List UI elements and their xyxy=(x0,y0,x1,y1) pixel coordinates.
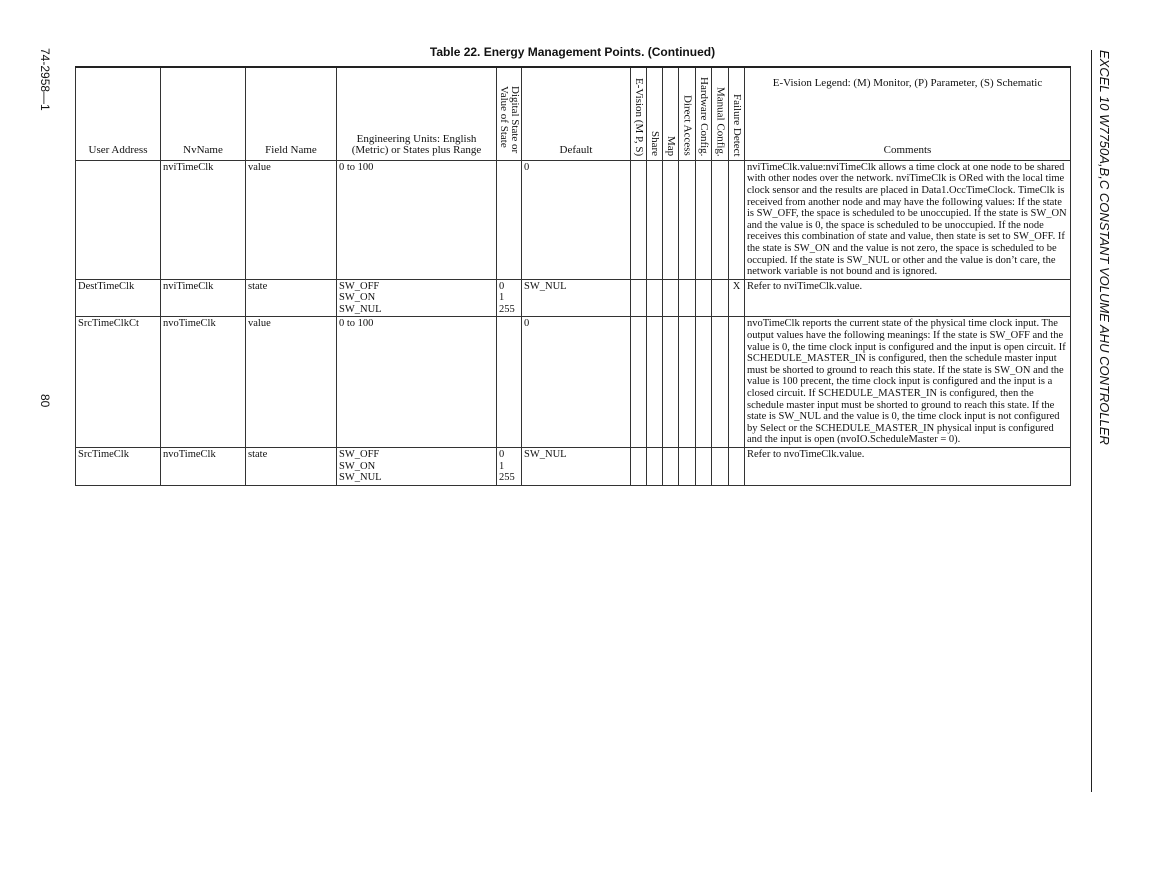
cell-map xyxy=(663,160,679,279)
table-title: Table 22. Energy Management Points. (Continued) xyxy=(429,45,716,59)
cell-share xyxy=(647,317,663,448)
cell-nv-name: nvoTimeClk xyxy=(161,448,246,486)
margin-rule xyxy=(1091,50,1092,792)
cell-comments: Refer to nvoTimeClk.value. xyxy=(745,448,1071,486)
header-hardware-config xyxy=(696,67,712,160)
document-number: 74-2958—1 xyxy=(38,48,52,111)
header-default: Default xyxy=(522,67,631,160)
comments-label: Comments xyxy=(883,144,932,157)
unit-value: SW_ON xyxy=(339,460,376,472)
cell-nv-name: nvoTimeClk xyxy=(161,317,246,448)
header-share-text: Share xyxy=(649,131,661,157)
table-row xyxy=(76,317,1071,448)
cell-manual-config xyxy=(712,279,729,317)
cell-failure-detect: X xyxy=(729,279,745,317)
header-direct-access xyxy=(679,67,696,160)
cell-share xyxy=(647,279,663,317)
evision-legend: E-Vision Legend: (M) Monitor, (P) Parameter, (S) Schematic xyxy=(772,77,1043,89)
header-digital-state xyxy=(497,67,522,160)
cell-nv-name: nviTimeClk xyxy=(161,279,246,317)
cell-hardware-config xyxy=(696,317,712,448)
cell-hardware-config xyxy=(696,448,712,486)
cell-direct-access xyxy=(679,279,696,317)
cell-default: 0 xyxy=(522,160,631,279)
cell-default: 0 xyxy=(522,317,631,448)
cell-failure-detect xyxy=(729,160,745,279)
unit-value: SW_NUL xyxy=(339,303,382,315)
header-manual-config-text: Manual Config. xyxy=(714,86,727,157)
cell-state xyxy=(497,448,522,486)
header-direct-access-text: Direct Access xyxy=(681,95,694,157)
header-hardware-config-text: Hardware Config. xyxy=(698,76,710,157)
state-value: 0 xyxy=(499,449,505,461)
cell-units: 0 to 100 xyxy=(337,317,497,448)
cell-field-name: value xyxy=(246,317,337,448)
cell-map xyxy=(663,279,679,317)
cell-failure-detect xyxy=(729,317,745,448)
table-row xyxy=(76,448,1071,486)
cell-failure-detect xyxy=(729,448,745,486)
header-digital-state-text: Digital State or Value of State xyxy=(498,86,521,154)
header-comments xyxy=(745,67,1071,160)
cell-hardware-config xyxy=(696,279,712,317)
header-map xyxy=(663,67,679,160)
header-evision xyxy=(631,67,647,160)
header-engineering-units: Engineering Units: English (Metric) or States plus Range xyxy=(337,67,497,160)
cell-units: 0 to 100 xyxy=(337,160,497,279)
state-value: 1 xyxy=(499,292,505,304)
header-failure-detect xyxy=(729,67,745,160)
cell-comments: Refer to nviTimeClk.value. xyxy=(745,279,1071,317)
cell-manual-config xyxy=(712,160,729,279)
cell-field-name: state xyxy=(246,448,337,486)
cell-comments: nvoTimeClk reports the current state of the physical time clock input. The output values have the following meanings: If the state is SW_OFF and the value is 0, the time clock input is configured and the input is open circuit. If SCHEDULE_MASTER_IN is configured, then the schedule master input must be shorted to ground to reach this state. If the state is SW_ON and the value is 100 precent, the time clock input is configured and the input is a closed circuit. If SCHEDULE_MASTER_IN is configured, then the schedule master input must be shorted to ground to reach this state. If the state is SW_NUL and the value is 0, the time clock input is not configured by Select or the SCHEDULE_MASTER_IN physical input is configured and the input is open (nvoIO.ScheduleMaster = 0). xyxy=(745,317,1071,448)
cell-user-address xyxy=(76,160,161,279)
cell-user-address: SrcTimeClk xyxy=(76,448,161,486)
cell-evision xyxy=(631,317,647,448)
cell-hardware-config xyxy=(696,160,712,279)
state-value: 255 xyxy=(499,303,515,315)
cell-state xyxy=(497,160,522,279)
cell-evision xyxy=(631,160,647,279)
unit-value: SW_OFF xyxy=(339,449,380,461)
cell-user-address: SrcTimeClkCt xyxy=(76,317,161,448)
header-failure-detect-text: Failure Detect xyxy=(731,93,743,157)
cell-share xyxy=(647,160,663,279)
cell-map xyxy=(663,448,679,486)
cell-manual-config xyxy=(712,317,729,448)
page-number: 80 xyxy=(38,394,52,408)
cell-map xyxy=(663,317,679,448)
cell-direct-access xyxy=(679,317,696,448)
cell-direct-access xyxy=(679,448,696,486)
energy-management-table xyxy=(75,66,1071,486)
unit-value: SW_OFF xyxy=(339,280,380,292)
cell-evision xyxy=(631,448,647,486)
cell-direct-access xyxy=(679,160,696,279)
header-nv-name: NvName xyxy=(161,67,246,160)
header-field-name: Field Name xyxy=(246,67,337,160)
table-row xyxy=(76,279,1071,317)
cell-comments: nviTimeClk.value:nviTimeClk allows a time clock at one node to be shared with other nodes over the network. nviTimeClk is ORed with the local time clock sensor and the results are placed in Data1.OccTimeClock. TimeClk is received from another node and may have the following values: If the state is SW_OFF, the space is scheduled to be unoccupied. If the state is SW_ON and the value is 0, the space is scheduled to be unoccupied. If the node receives this combination of state and value, then state is set to SW_OFF. If the state is SW_ON and the value is not zero, the space is scheduled to be occupied. If the state is SW_NUL or other and the value is don’t care, the network variable is not bound and is ignored. xyxy=(745,160,1071,279)
cell-manual-config xyxy=(712,448,729,486)
cell-default: SW_NUL xyxy=(522,448,631,486)
table-row xyxy=(76,160,1071,279)
running-title: EXCEL 10 W7750A,B,C CONSTANT VOLUME AHU CONTROLLER xyxy=(1097,50,1112,445)
cell-units xyxy=(337,448,497,486)
header-evision-text: E-Vision (M P, S) xyxy=(633,77,645,157)
cell-evision xyxy=(631,279,647,317)
cell-share xyxy=(647,448,663,486)
cell-user-address: DestTimeClk xyxy=(76,279,161,317)
cell-units xyxy=(337,279,497,317)
header-user-address: User Address xyxy=(76,67,161,160)
cell-state xyxy=(497,279,522,317)
table-header-row xyxy=(76,67,1071,160)
state-value: 1 xyxy=(499,460,505,472)
state-value: 0 xyxy=(499,280,505,292)
cell-field-name: state xyxy=(246,279,337,317)
header-map-text: Map xyxy=(665,136,677,157)
state-value: 255 xyxy=(499,472,515,484)
cell-nv-name: nviTimeClk xyxy=(161,160,246,279)
unit-value: SW_NUL xyxy=(339,472,382,484)
cell-field-name: value xyxy=(246,160,337,279)
cell-state xyxy=(497,317,522,448)
unit-value: SW_ON xyxy=(339,292,376,304)
header-manual-config xyxy=(712,67,729,160)
header-share xyxy=(647,67,663,160)
cell-default: SW_NUL xyxy=(522,279,631,317)
